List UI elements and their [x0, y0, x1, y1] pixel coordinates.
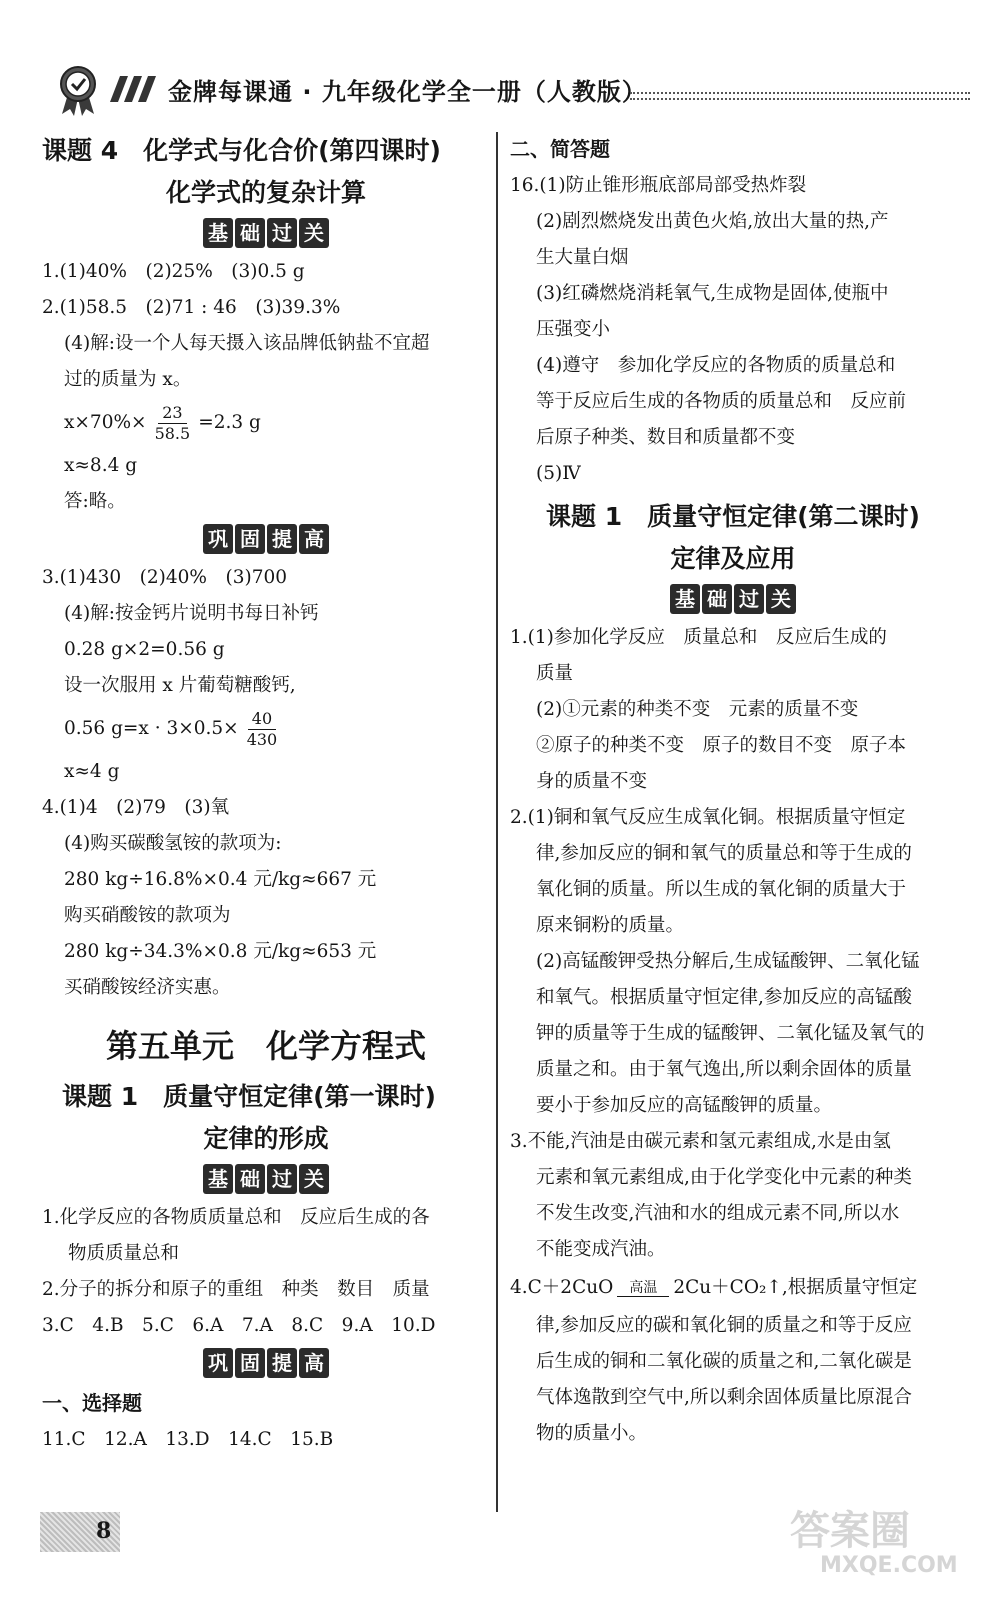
answer-line: 1.(1)参加化学反应 质量总和 反应后生成的	[510, 627, 887, 648]
reaction-condition	[617, 1280, 669, 1297]
formula-text: 0.56 g=x · 3×0.5×	[64, 718, 239, 739]
watermark-logo	[780, 1500, 980, 1580]
tag-char: 固	[235, 1348, 265, 1378]
tag-char: 关	[299, 218, 329, 248]
book-title: 金牌每课通 · 九年级化学全一册（人教版）	[168, 78, 647, 106]
lesson-4-title: 课题 4 化学式与化合价(第四课时)	[42, 136, 441, 165]
answer-line: (2)高锰酸钾受热分解后,生成锰酸钾、二氧化锰	[536, 951, 920, 972]
fraction-denominator: 430	[246, 729, 278, 749]
answer-line: (4)遵守 参加化学反应的各物质的质量总和	[536, 355, 896, 376]
answer-line: 1.化学反应的各物质质量总和 反应后生成的各	[42, 1207, 430, 1228]
advanced-section-tag	[42, 1348, 490, 1378]
lesson-1-second-subtitle: 定律及应用	[670, 544, 796, 573]
left-column	[42, 130, 490, 1458]
page-number: 8	[96, 1518, 112, 1544]
formula-line	[42, 398, 490, 448]
fraction	[243, 709, 282, 750]
answer-line: x≈4 g	[64, 761, 120, 782]
tag-char: 巩	[203, 524, 233, 554]
answer-line: 2.分子的拆分和原子的重组 种类 数目 质量	[42, 1279, 430, 1300]
advanced-section-tag	[42, 524, 490, 554]
answer-line: 4.(1)4 (2)79 (3)氧	[42, 797, 230, 818]
answer-line: 3.不能,汽油是由碳元素和氢元素组成,水是由氢	[510, 1131, 891, 1152]
tag-char: 提	[267, 1348, 297, 1378]
answer-line: 后原子种类、数目和质量都不变	[536, 427, 796, 448]
right-column	[510, 130, 956, 1452]
tag-char: 巩	[203, 1348, 233, 1378]
header-rule	[630, 92, 970, 100]
answer-line: 生大量白烟	[536, 247, 629, 268]
answer-line: (4)购买碳酸氢铵的款项为:	[64, 833, 282, 854]
answer-line: 和氧气。根据质量守恒定律,参加反应的高锰酸	[536, 987, 912, 1008]
answer-line: 11.C 12.A 13.D 14.C 15.B	[42, 1429, 334, 1450]
basic-section-tag	[42, 1164, 490, 1194]
answer-line: 1.(1)40% (2)25% (3)0.5 g	[42, 261, 305, 282]
answer-line: 后生成的铜和二氧化碳的质量之和,二氧化碳是	[536, 1351, 912, 1372]
tag-char: 高	[299, 1348, 329, 1378]
answer-line: 元素和氧元素组成,由于化学变化中元素的种类	[536, 1167, 912, 1188]
answer-line: 16.(1)防止锥形瓶底部局部受热炸裂	[510, 175, 807, 196]
tag-char: 础	[235, 218, 265, 248]
answer-line: 氧化铜的质量。所以生成的氧化铜的质量大于	[536, 879, 907, 900]
answer-line: 购买硝酸铵的款项为	[64, 905, 231, 926]
tag-char: 过	[267, 218, 297, 248]
equation-line	[510, 1268, 956, 1308]
tag-char: 高	[299, 524, 329, 554]
answer-line: (5)Ⅳ	[536, 463, 581, 484]
fraction-numerator: 23	[158, 403, 186, 424]
answer-line: 设一次服用 x 片葡萄糖酸钙,	[64, 675, 296, 696]
tag-char: 过	[734, 584, 764, 614]
answer-line: 买硝酸铵经济实惠。	[64, 977, 231, 998]
lesson-4-subtitle: 化学式的复杂计算	[165, 178, 366, 207]
answer-line: ②原子的种类不变 原子的数目不变 原子本	[536, 735, 907, 756]
column-divider	[496, 132, 498, 1512]
answer-line: (4)解:设一个人每天摄入该品牌低钠盐不宜超	[64, 333, 430, 354]
unit-5-lesson-title: 课题 1 质量守恒定律(第一课时)	[62, 1082, 436, 1111]
section-heading: 一、选择题	[42, 1391, 142, 1415]
answer-line: 2.(1)铜和氧气反应生成氧化铜。根据质量守恒定	[510, 807, 906, 828]
watermark-text: MXQE.COM	[820, 1553, 958, 1578]
answer-line: (4)解:按金钙片说明书每日补钙	[64, 603, 319, 624]
tag-char: 固	[235, 524, 265, 554]
answer-line: 280 kg÷16.8%×0.4 元/kg≈667 元	[64, 869, 377, 890]
answer-line: 身的质量不变	[536, 771, 648, 792]
tag-char: 础	[702, 584, 732, 614]
tag-char: 提	[267, 524, 297, 554]
lesson-1-second-title: 课题 1 质量守恒定律(第二课时)	[546, 502, 920, 531]
page-header	[30, 62, 970, 118]
formula-line	[42, 704, 490, 754]
answer-line: (3)红磷燃烧消耗氧气,生成物是固体,使瓶中	[536, 283, 889, 304]
answer-line: 0.28 g×2=0.56 g	[64, 639, 225, 660]
answer-line: 不发生改变,汽油和水的组成元素不同,所以水	[536, 1203, 900, 1224]
fraction-denominator: 58.5	[154, 423, 191, 443]
basic-section-tag	[510, 584, 956, 614]
unit-5-title: 第五单元 化学方程式	[105, 1027, 426, 1065]
watermark-text: 答案圈	[790, 1508, 910, 1554]
section-heading: 二、简答题	[510, 137, 610, 161]
tag-char: 基	[203, 218, 233, 248]
tag-char: 关	[299, 1164, 329, 1194]
answer-line: (2)剧烈燃烧发出黄色火焰,放出大量的热,产	[536, 211, 889, 232]
unit-5-lesson-subtitle: 定律的形成	[203, 1124, 329, 1153]
answer-line: 3.(1)430 (2)40% (3)700	[42, 567, 288, 588]
answer-line: 等于反应后生成的各物质的质量总和 反应前	[536, 391, 907, 412]
tag-char: 关	[766, 584, 796, 614]
equation-text: 4.C＋2CuO	[510, 1277, 614, 1298]
answer-line: 280 kg÷34.3%×0.8 元/kg≈653 元	[64, 941, 377, 962]
answer-line: 不能变成汽油。	[536, 1239, 666, 1260]
answer-line: 钾的质量等于生成的锰酸钾、二氧化锰及氧气的	[536, 1023, 925, 1044]
equation-text: 2Cu＋CO₂↑,根据质量守恒定	[673, 1277, 918, 1298]
fraction	[151, 403, 195, 444]
answer-line: 质量之和。由于氧气逸出,所以剩余固体的质量	[536, 1059, 912, 1080]
tag-char: 过	[267, 1164, 297, 1194]
basic-section-tag	[42, 218, 490, 248]
tag-char: 础	[235, 1164, 265, 1194]
fraction-numerator: 40	[248, 709, 276, 730]
answer-line: (2)①元素的种类不变 元素的质量不变	[536, 699, 859, 720]
answer-line: 答:略。	[64, 491, 126, 512]
answer-line: 物的质量小。	[536, 1423, 648, 1444]
answer-line: 气体逸散到空气中,所以剩余固体质量比原混合	[536, 1387, 912, 1408]
formula-text: x×70%×	[64, 412, 147, 433]
answer-line: 压强变小	[536, 319, 611, 340]
answer-line: 3.C 4.B 5.C 6.A 7.A 8.C 9.A 10.D	[42, 1315, 436, 1336]
page-number-box	[40, 1512, 120, 1552]
tag-char: 基	[670, 584, 700, 614]
answer-line: 过的质量为 x。	[64, 369, 192, 390]
answer-line: 律,参加反应的碳和氧化铜的质量之和等于反应	[536, 1315, 912, 1336]
answer-line: 原来铜粉的质量。	[536, 915, 685, 936]
answer-line: 物质质量总和	[68, 1243, 180, 1264]
answer-line: 要小于参加反应的高锰酸钾的质量。	[536, 1095, 833, 1116]
reaction-bar	[617, 1296, 669, 1297]
answer-line: x≈8.4 g	[64, 455, 138, 476]
formula-text: =2.3 g	[198, 412, 261, 433]
answer-line: 2.(1)58.5 (2)71 : 46 (3)39.3%	[42, 297, 341, 318]
answer-line: 律,参加反应的铜和氧气的质量总和等于生成的	[536, 843, 912, 864]
award-ribbon-icon	[52, 64, 104, 116]
reaction-condition-text: 高温	[629, 1279, 658, 1296]
tag-char: 基	[203, 1164, 233, 1194]
answer-line: 质量	[536, 663, 574, 684]
